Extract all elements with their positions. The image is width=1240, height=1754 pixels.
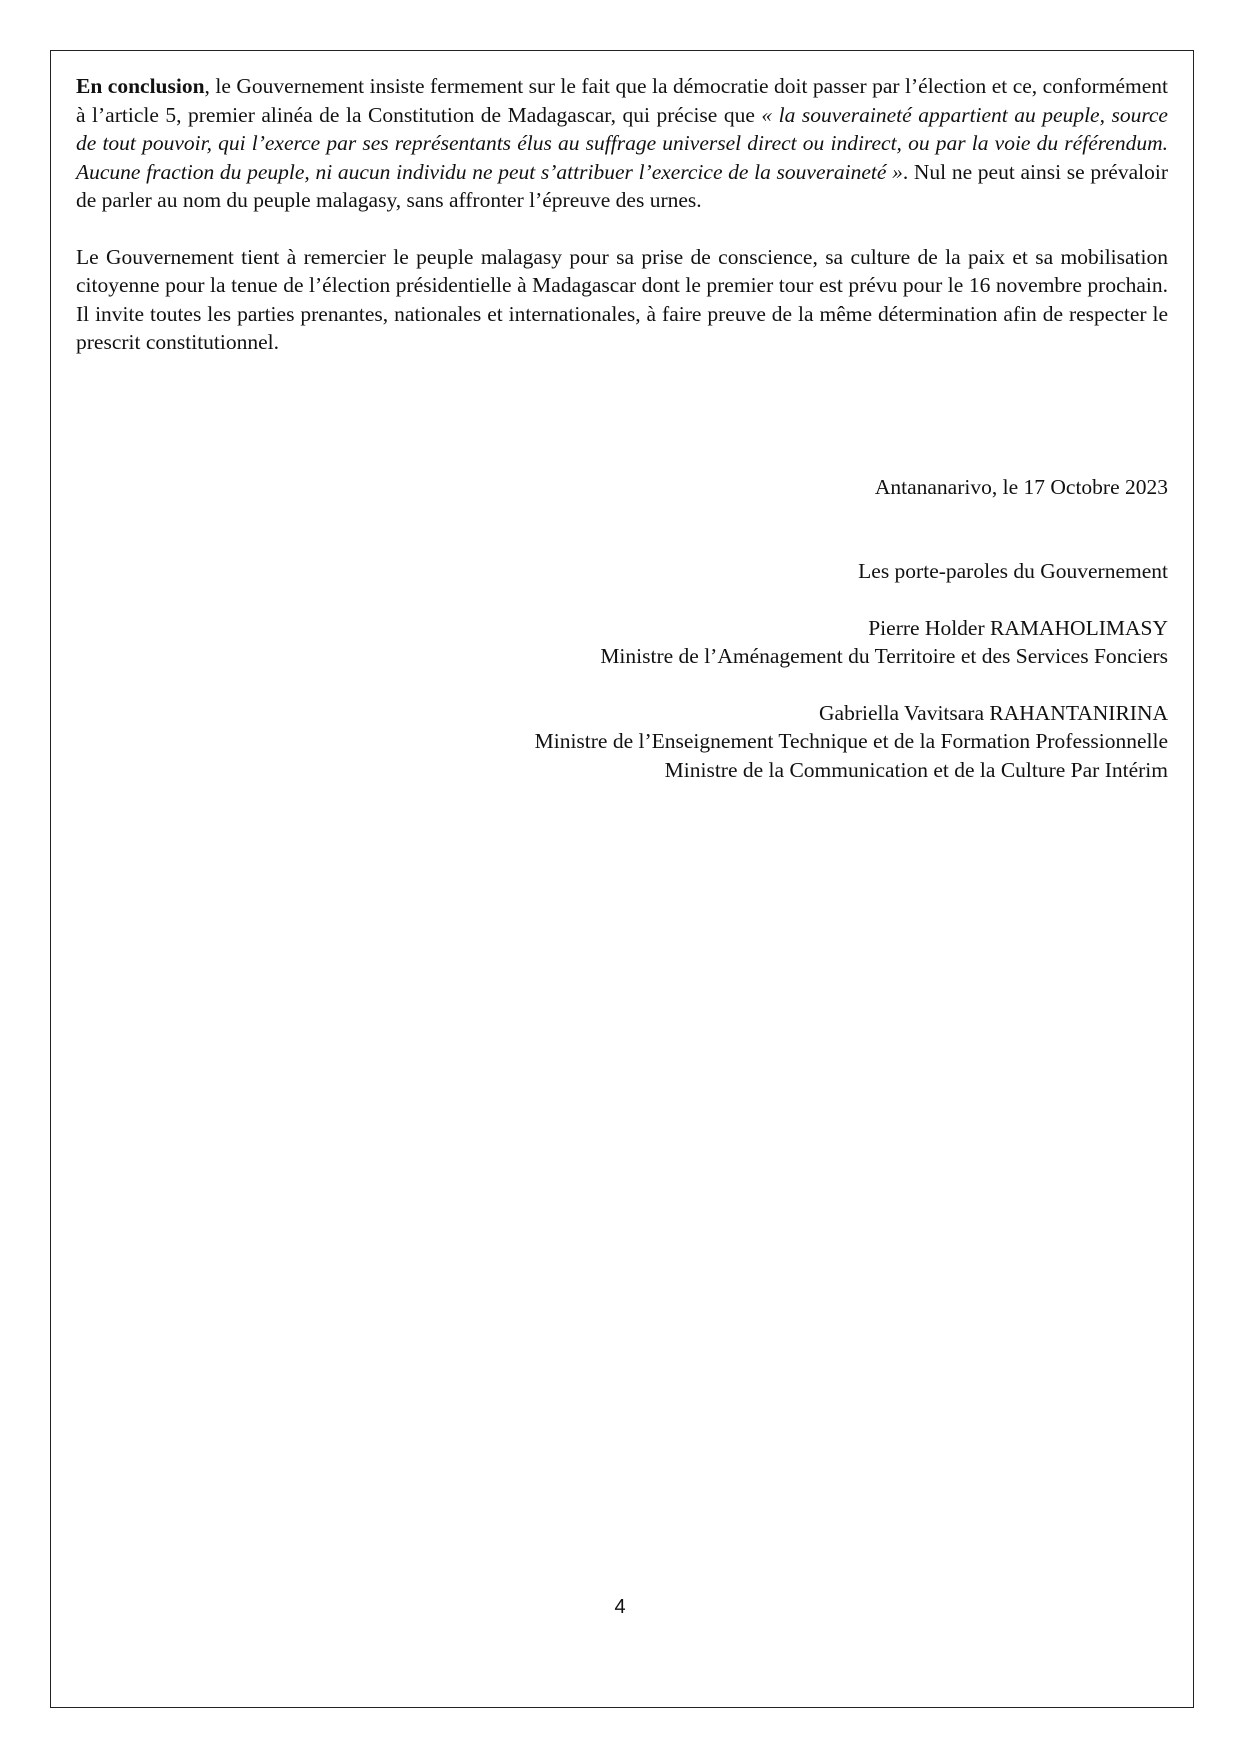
signatory-1 xyxy=(76,614,1168,671)
constitution-quote: « la souveraineté appartient au peuple, source de tout pouvoir, qui l’exerce par ses représentants élus au suffrage universel direct ou indirect, ou par la voie du référendum. Aucune fraction du peuple, ni aucun individu ne peut s’attribuer l’exercice de la souveraineté » xyxy=(76,102,1168,184)
signatory-2-role-1: Ministre de l’Enseignement Technique et de la Formation Professionnelle xyxy=(534,729,1168,753)
document-body xyxy=(76,72,1168,784)
conclusion-text-b: . Nul ne peut ainsi se prévaloir de parler au nom du peuple malagasy, sans affronter l’épreuve des urnes. xyxy=(76,159,1168,212)
conclusion-lead: En conclusion xyxy=(76,74,205,98)
conclusion-text-a: , le Gouvernement insiste fermement sur le fait que la démocratie doit passer par l’élection et ce, conformément à l’article 5, premier alinéa de la Constitution de Madagascar, qui précise que xyxy=(76,74,1168,127)
closing-block xyxy=(76,473,1168,785)
page-number: 4 xyxy=(614,1596,626,1618)
thanks-paragraph: Le Gouvernement tient à remercier le peuple malagasy pour sa prise de conscience, sa culture de la paix et sa mobilisation citoyenne pour la tenue de l’élection présidentielle à Madagascar dont le premier tour est prévu pour le 16 novembre prochain. Il invite toutes les parties prenantes, nationales et internationales, à faire preuve de la même détermination afin de respecter le prescrit constitutionnel. xyxy=(76,244,1168,354)
spokespersons-title: Les porte-paroles du Gouvernement xyxy=(858,559,1168,583)
signatory-2-name: Gabriella Vavitsara RAHANTANIRINA xyxy=(819,700,1168,725)
signatory-2 xyxy=(76,699,1168,785)
date-line: Antananarivo, le 17 Octobre 2023 xyxy=(874,474,1168,499)
conclusion-paragraph xyxy=(76,72,1168,215)
signatory-1-name: Pierre Holder RAMAHOLIMASY xyxy=(868,615,1168,640)
signatory-1-role: Ministre de l’Aménagement du Territoire et des Services Fonciers xyxy=(600,644,1168,668)
signatory-2-role-2: Ministre de la Communication et de la Culture Par Intérim xyxy=(664,757,1168,782)
